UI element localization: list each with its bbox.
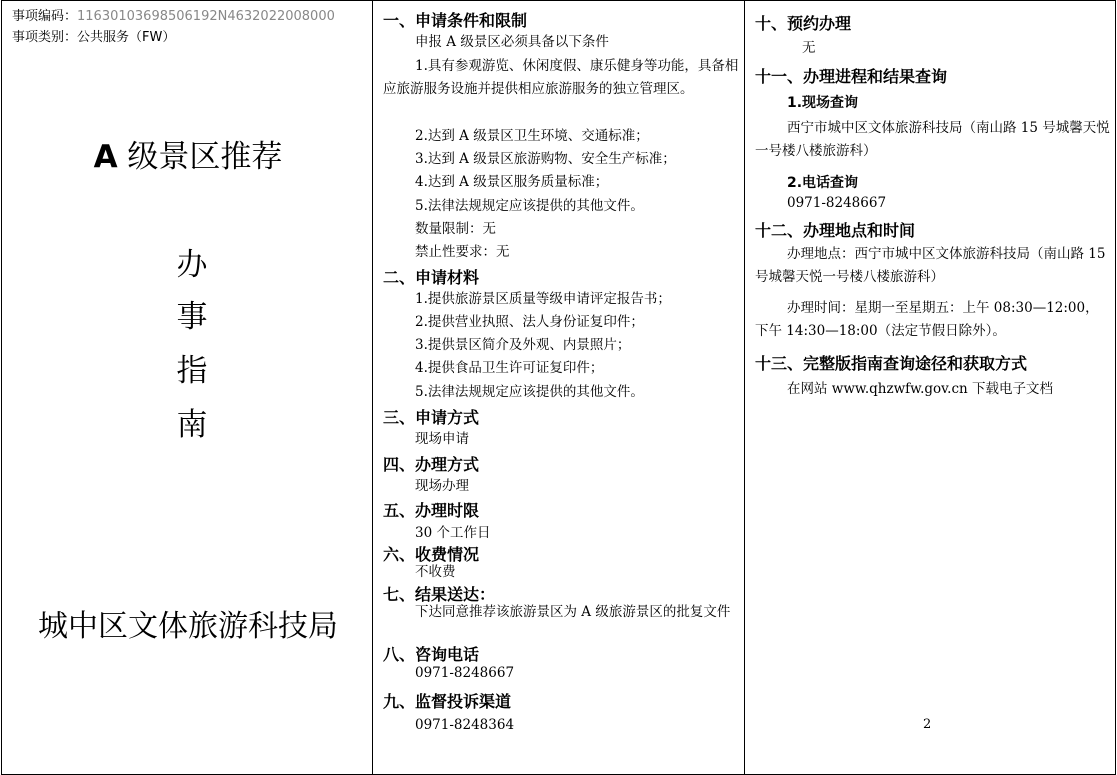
content-column-2 (744, 0, 1116, 775)
phone-query-heading: 2.电话查询 (787, 175, 859, 191)
department-name: 城中区文体旅游科技局 (38, 609, 338, 644)
guide-char-4: 南 (176, 407, 208, 443)
section-13-heading: 十三、完整版指南查询途径和获取方式 (755, 354, 1028, 373)
content-column-1 (372, 0, 745, 775)
section-1-item-2: 2.达到 A 级景区卫生环境、交通标准； (415, 128, 649, 144)
application-method: 现场申请 (415, 431, 469, 447)
material-item: 4.提供食品卫生许可证复印件； (415, 360, 604, 376)
consult-phone: 0971-8248667 (415, 665, 515, 681)
material-item: 1.提供旅游景区质量等级申请评定报告书； (415, 291, 671, 307)
guide-char-3: 指 (176, 353, 208, 389)
section-5-heading: 五、办理时限 (383, 501, 480, 520)
section-1-heading: 一、申请条件和限制 (383, 11, 528, 30)
section-1-item-3: 3.达到 A 级景区旅游购物、安全生产标准； (415, 151, 676, 167)
section-7-heading: 七、结果送达： (383, 585, 496, 604)
onsite-query-heading: 1.现场查询 (787, 95, 859, 111)
phone-query-number: 0971-8248667 (787, 195, 887, 211)
handling-method: 现场办理 (415, 478, 469, 494)
section-1-item-5: 5.法律法规规定应该提供的其他文件。 (415, 198, 644, 214)
cover-column (1, 0, 373, 775)
section-10-heading: 十、预约办理 (755, 14, 852, 33)
handling-location: 办理地点：西宁市城中区文体旅游科技局（南山路 15 号城馨天悦一号楼八楼旅游科） (755, 246, 1106, 285)
section-12-heading: 十二、办理地点和时间 (755, 221, 916, 240)
item-code-value: 11630103698506192N4632022008000 (77, 9, 335, 24)
section-2-heading: 二、申请材料 (383, 268, 480, 287)
guide-char-2: 事 (176, 299, 208, 335)
fee-info: 不收费 (415, 564, 456, 580)
material-item: 5.法律法规规定应该提供的其他文件。 (415, 384, 644, 400)
section-6-heading: 六、收费情况 (383, 545, 480, 564)
section-1-intro: 申报 A 级景区必须具备以下条件 (415, 34, 609, 50)
guide-char-1: 办 (176, 247, 208, 283)
onsite-query-address: 西宁市城中区文体旅游科技局（南山路 15 号城馨天悦一号楼八楼旅游科） (755, 120, 1110, 159)
section-8-heading: 八、咨询电话 (383, 645, 480, 664)
section-4-heading: 四、办理方式 (383, 455, 480, 474)
handling-hours: 办理时间：星期一至星期五：上午 08:30—12:00，下午 14:30—18:00（法定节假日除外）。 (755, 300, 1099, 339)
section-9-heading: 九、监督投诉渠道 (383, 692, 512, 711)
guide-download: 在网站 www.qhzwfw.gov.cn 下载电子文档 (787, 381, 1054, 397)
complaint-phone: 0971-8248364 (415, 717, 515, 733)
section-1-item-4: 4.达到 A 级景区服务质量标准； (415, 174, 609, 190)
section-1-item-1: 1.具有参观游览、休闲度假、康乐健身等功能，具备相应旅游服务设施并提供相应旅游服务的独立管理区。 (383, 58, 739, 97)
material-item: 3.提供景区简介及外观、内景照片； (415, 337, 631, 353)
page-number: 2 (923, 717, 932, 732)
result-delivery: 下达同意推荐该旅游景区为 A 级旅游景区的批复文件 (415, 604, 731, 620)
service-title-grade: A (93, 139, 118, 175)
service-title-text: 级景区推荐 (117, 139, 283, 175)
section-3-heading: 三、申请方式 (383, 408, 480, 427)
quantity-limit: 数量限制：无 (415, 221, 496, 237)
material-item: 2.提供营业执照、法人身份证复印件； (415, 314, 644, 330)
item-code (12, 8, 335, 25)
section-11-heading: 十一、办理进程和结果查询 (755, 67, 948, 86)
item-code-label: 事项编码： (12, 9, 78, 24)
prohibited-requirements: 禁止性要求：无 (415, 244, 510, 260)
appointment-value: 无 (802, 40, 816, 56)
time-limit: 30 个工作日 (415, 525, 491, 541)
item-category: 事项类别：公共服务（FW） (12, 30, 176, 45)
service-title (2, 131, 374, 176)
